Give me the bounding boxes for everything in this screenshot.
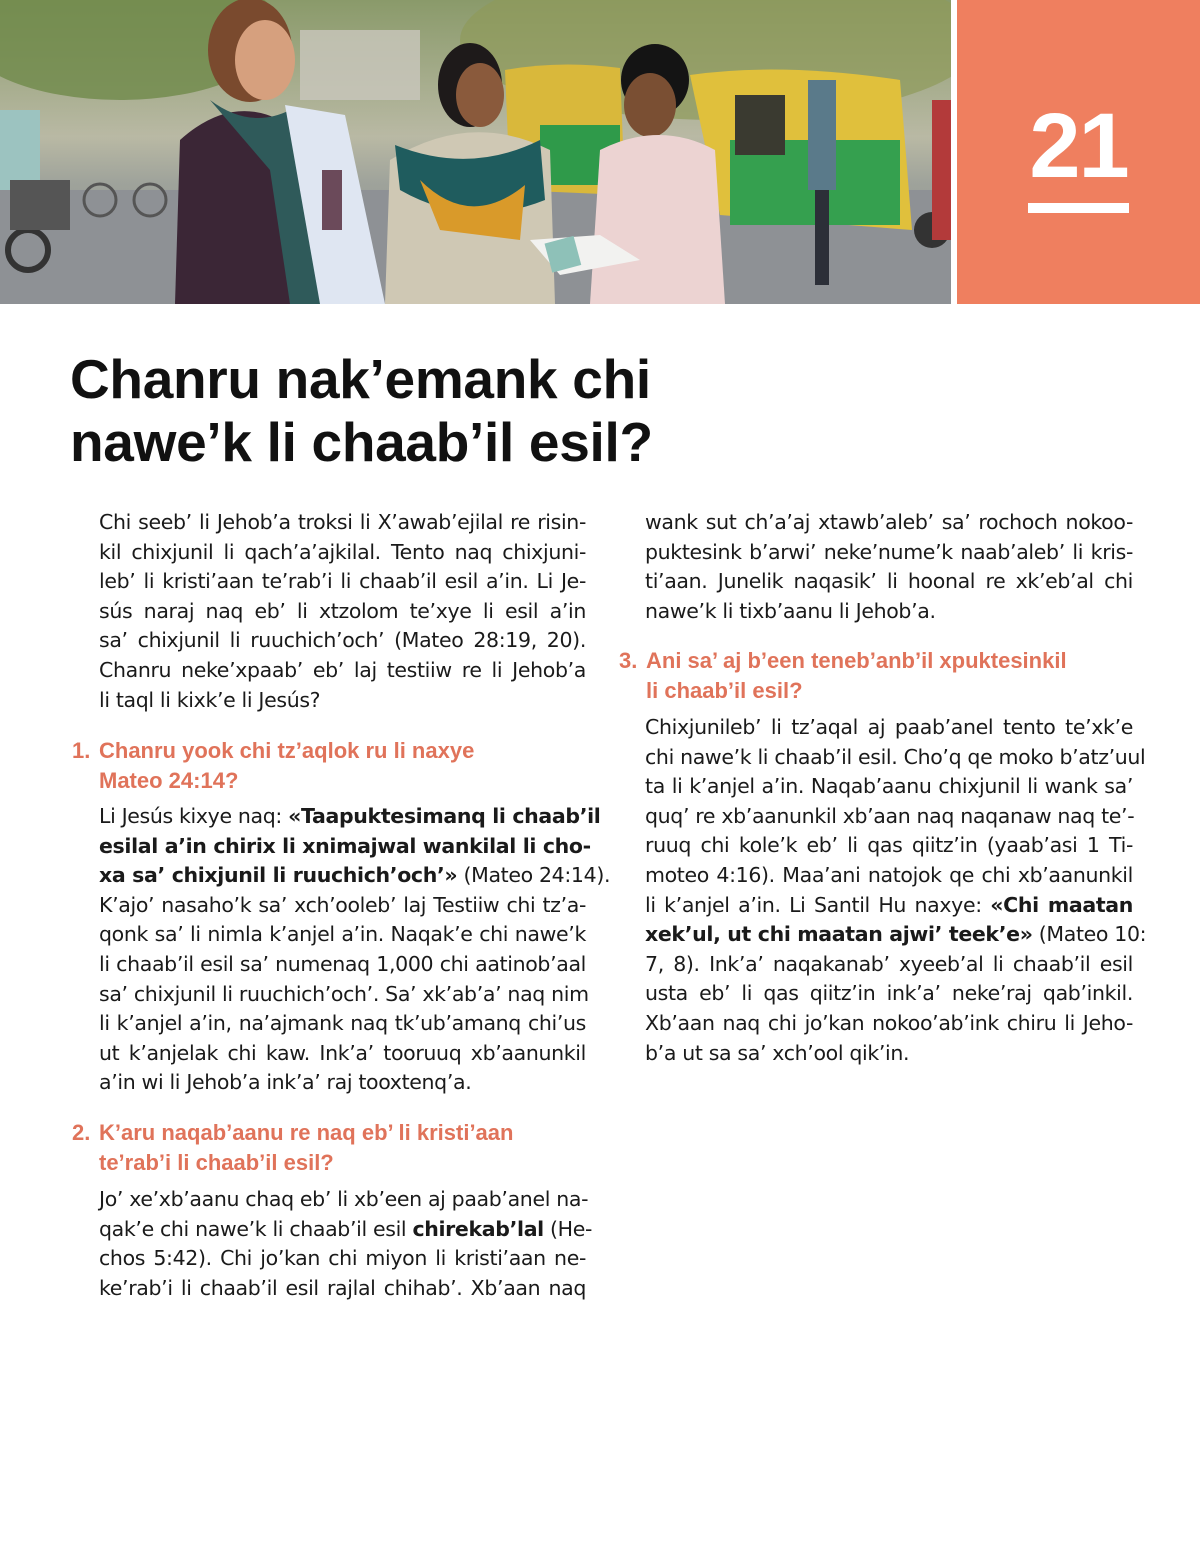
text-line <box>99 1215 593 1245</box>
text-line <box>99 950 586 980</box>
question-number: 2. <box>72 1120 91 1145</box>
header-photo <box>0 0 951 304</box>
text-line <box>645 979 1133 1009</box>
text-run: ta li k’anjel a’in. Naqab’aanu chixjunil li wank sa’ <box>645 774 1133 799</box>
lesson-number-box <box>957 0 1200 304</box>
section-3-paragraph <box>645 713 1147 1068</box>
text-line <box>645 802 1133 832</box>
page-title-line: nawe’k li chaab’il esil? <box>70 411 653 473</box>
text-run: quq’ re xb’aanunkil xb’aan naq naqanaw naq te’- <box>645 803 1135 828</box>
text-line: Chanru neke’xpaab’ eb’ laj testiiw re li Jehob’a <box>99 657 586 682</box>
text-run: a’in wi li Jehob’a ink’a’ raj tooxtenq’a. <box>99 1070 472 1095</box>
text-line <box>645 538 1133 568</box>
street-witnessing-photo <box>0 0 951 304</box>
text-run: ti’aan. Junelik naqasik’ li hoonal re xk’eb’al chi <box>645 569 1133 594</box>
text-run: K’ajo’ nasaho’k sa’ xch’ooleb’ laj Testiiw chi tz’a- <box>99 892 586 917</box>
text-line <box>645 743 1146 773</box>
text-run: qak’e chi nawe’k li chaab’il esil <box>99 1216 413 1241</box>
text-line: sa’ chixjunil li ruuchich’och’ (Mateo 28:19, 20). <box>99 628 586 653</box>
text-line <box>645 950 1133 980</box>
page-title-line: Chanru nak’emank chi <box>70 348 651 410</box>
text-line <box>645 831 1133 861</box>
text-line <box>645 891 1133 921</box>
question-number: 3. <box>619 648 638 673</box>
text-run: wank sut ch’a’aj xtawb’aleb’ sa’ rochoch nokoo- <box>645 510 1133 534</box>
text-line: kil chixjunil li qach’a’ajkilal. Tento naq chixjuni- <box>99 539 586 564</box>
text-run: ke’rab’i li chaab’il esil rajlal chihab’. Xb’aan naq <box>99 1275 586 1300</box>
bold-quote-text: chirekab’lal <box>412 1216 544 1241</box>
text-run: li k’anjel a’in, na’ajmank naq tk’ub’amanq chi’us <box>99 1011 586 1036</box>
text-run: ut k’anjelak chi kaw. Ink’a’ tooruuq xb’aanunkil <box>99 1040 586 1065</box>
text-run: Xb’aan naq chi jo’kan nokoo’ab’ink chiru li Jeho- <box>645 1010 1133 1035</box>
question-line: li chaab’il esil? <box>646 677 803 703</box>
text-line <box>99 1244 586 1274</box>
text-line: sús naraj naq eb’ li xtzolom te’xye li esil a’in <box>99 598 586 623</box>
lesson-number: 21 <box>1029 95 1128 197</box>
question-line: Chanru yook chi tz’aqlok ru li naxye <box>99 738 475 763</box>
text-line <box>99 1185 589 1215</box>
text-line <box>645 772 1133 802</box>
text-run: nawe’k li tixb’aanu li Jehob’a. <box>645 598 936 623</box>
bold-quote-text: «Chi maatan <box>990 892 1133 917</box>
text-line <box>99 1274 586 1304</box>
text-run: Jo’ xe’xb’aanu chaq eb’ li xb’een aj paab’anel na- <box>99 1187 589 1211</box>
section-2-paragraph <box>99 1185 593 1303</box>
text-run: li k’anjel a’in. Li Santil Hu naxye: <box>645 892 991 917</box>
text-run: qonk sa’ li nimla k’anjel a’in. Naqak’e chi nawe’k <box>99 922 586 947</box>
section-2-paragraph-continued <box>645 508 1133 626</box>
question-line: Ani sa’ aj b’een teneb’anb’il xpuktesinkil <box>646 648 1067 673</box>
text-line <box>645 597 1133 627</box>
text-run: ruuq chi kole’k eb’ li qas qiitz’in (yaab’asi 1 Ti- <box>645 833 1133 858</box>
bold-quote-text: xa sa’ chixjunil li ruuchich’och’» <box>99 863 458 888</box>
text-line: leb’ li kristi’aan te’rab’i li chaab’il esil a’in. Li Je- <box>99 569 586 594</box>
bold-quote-text: xek’ul, ut chi maatan ajwi’ teek’e» <box>645 922 1033 947</box>
lesson-number-underline <box>1028 203 1129 213</box>
text-line: Chi seeb’ li Jehob’a troksi li X’awab’ejilal re risin- <box>99 510 586 534</box>
text-run: Chixjunileb’ li tz’aqal aj paab’anel tento te’xk’e <box>645 715 1133 739</box>
question-line: K’aru naqab’aanu re naq eb’ li kristi’aan <box>99 1120 514 1145</box>
text-run: li chaab’il esil sa’ numenaq 1,000 chi aatinob’aal <box>99 951 586 976</box>
question-line: Mateo 24:14? <box>99 767 239 793</box>
text-line <box>645 713 1133 743</box>
bold-quote-text: esilal a’in chirix li xnimajwal wankilal li cho- <box>99 833 591 858</box>
text-line <box>645 1039 1133 1069</box>
text-run: puktesink b’arwi’ neke’nume’k naab’aleb’ li kris- <box>645 539 1133 564</box>
text-line <box>99 832 591 862</box>
intro-paragraph <box>99 508 586 715</box>
text-run: moteo 4:16). Maa’ani natojok qe chi xb’aanunkil <box>645 862 1133 887</box>
text-run: (Mateo 24:14). <box>457 863 611 888</box>
text-line <box>99 1039 586 1069</box>
question-1-heading <box>72 736 475 795</box>
question-line: te’rab’i li chaab’il esil? <box>99 1149 334 1175</box>
text-run: b’a ut sa sa’ xch’ool qik’in. <box>645 1040 910 1065</box>
text-line <box>99 1068 586 1098</box>
text-run: sa’ chixjunil li ruuchich’och’. Sa’ xk’ab’a’ naq nim <box>99 981 589 1006</box>
text-run: (He- <box>543 1216 593 1241</box>
text-line <box>99 920 586 950</box>
text-line <box>99 891 586 921</box>
text-run: (Mateo 10: <box>1032 922 1147 947</box>
text-line <box>99 802 601 832</box>
question-number: 1. <box>72 738 91 763</box>
text-run: chos 5:42). Chi jo’kan chi miyon li kristi’aan ne- <box>99 1246 586 1271</box>
section-1-paragraph <box>99 802 611 1098</box>
text-line: li taql li kixk’e li Jesús? <box>99 687 321 712</box>
question-2-heading <box>72 1118 514 1177</box>
page-title <box>70 348 653 474</box>
text-line <box>645 920 1147 950</box>
text-line <box>645 861 1133 891</box>
text-line <box>99 980 589 1010</box>
text-line <box>645 508 1133 538</box>
text-run: 7, 8). Ink’a’ naqakanab’ xyeeb’al li chaab’il esil <box>645 951 1133 976</box>
text-line <box>99 861 611 891</box>
bold-quote-text: «Taapuktesimanq li chaab’il <box>288 804 601 828</box>
text-run: usta eb’ li qas qiitz’in ink’a’ neke’raj qab’inkil. <box>645 981 1133 1006</box>
text-line <box>99 1009 586 1039</box>
text-run: chi nawe’k li chaab’il esil. Cho’q qe moko b’atz’uul <box>645 744 1146 769</box>
text-line <box>645 567 1133 597</box>
question-3-heading <box>619 646 1067 705</box>
text-run: Li Jesús kixye naq: <box>99 804 289 828</box>
text-line <box>645 1009 1133 1039</box>
